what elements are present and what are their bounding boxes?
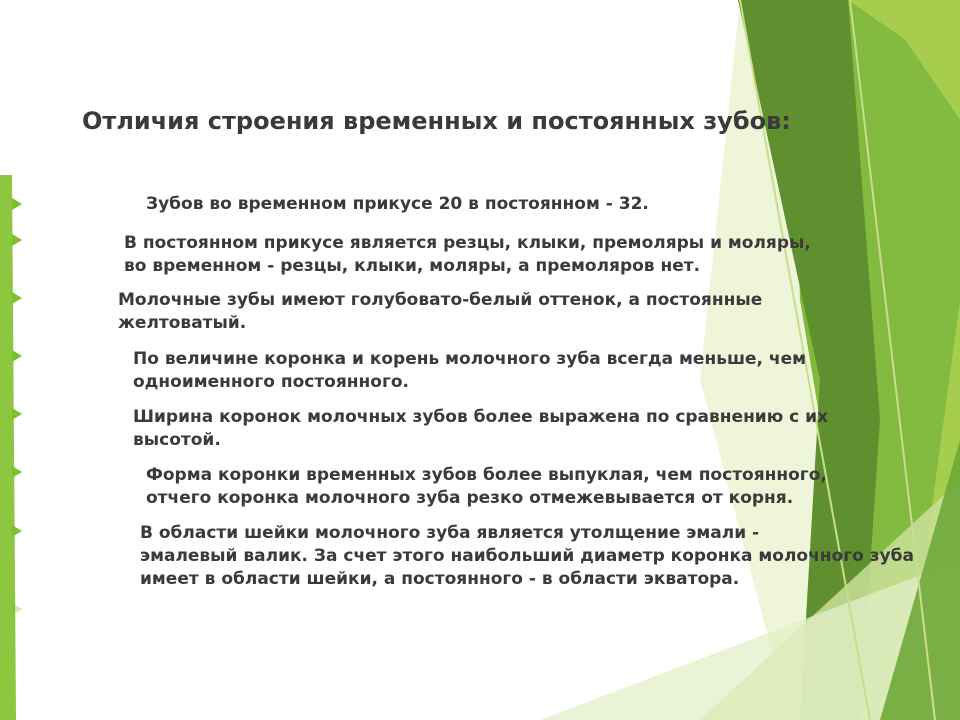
bullet-item xyxy=(46,522,951,591)
bullet-item xyxy=(46,232,951,278)
bullet-item xyxy=(46,289,951,335)
bullet-marker-icon xyxy=(12,525,22,537)
bullet-marker-icon xyxy=(12,350,22,362)
bullet-marker-icon xyxy=(12,603,22,615)
bullet-text: Ширина коронок молочных зубов более выражена по сравнению с их высотой. xyxy=(133,407,829,450)
bullet-text: В области шейки молочного зуба является утолщение эмали - эмалевый валик. За счет этого наибольший диаметр коронка молочного зуба имеет в области шейки, а постоянного - в области экватора. xyxy=(140,523,914,589)
bullet-marker-icon xyxy=(12,198,22,210)
bullet-text: Форма коронки временных зубов более выпуклая, чем постоянного, отчего коронка молочного зуба резко отмежевывается от корня. xyxy=(146,465,827,508)
bullet-marker-icon xyxy=(12,292,22,304)
bullet-marker-icon xyxy=(12,408,22,420)
bullet-item xyxy=(46,406,951,452)
bullet-text: Молочные зубы имеют голубовато-белый оттенок, а постоянные желтоватый. xyxy=(118,290,763,333)
bullet-marker-icon xyxy=(12,234,22,246)
bullet-item xyxy=(46,348,951,394)
bullet-marker-icon xyxy=(12,466,22,478)
slide-title: Отличия строения временных и постоянных зубов: xyxy=(82,107,791,135)
bullet-text: Зубов во временном прикусе 20 в постоянном - 32. xyxy=(146,194,649,214)
bullet-item xyxy=(46,193,951,216)
bullet-item xyxy=(46,464,951,510)
bullet-text: По величине коронка и корень молочного зуба всегда меньше, чем одноименного постоянного. xyxy=(133,349,806,392)
bullet-text: В постоянном прикусе является резцы, клыки, премоляры и моляры, во временном - резцы, клыки, моляры, а премоляров нет. xyxy=(124,233,811,276)
